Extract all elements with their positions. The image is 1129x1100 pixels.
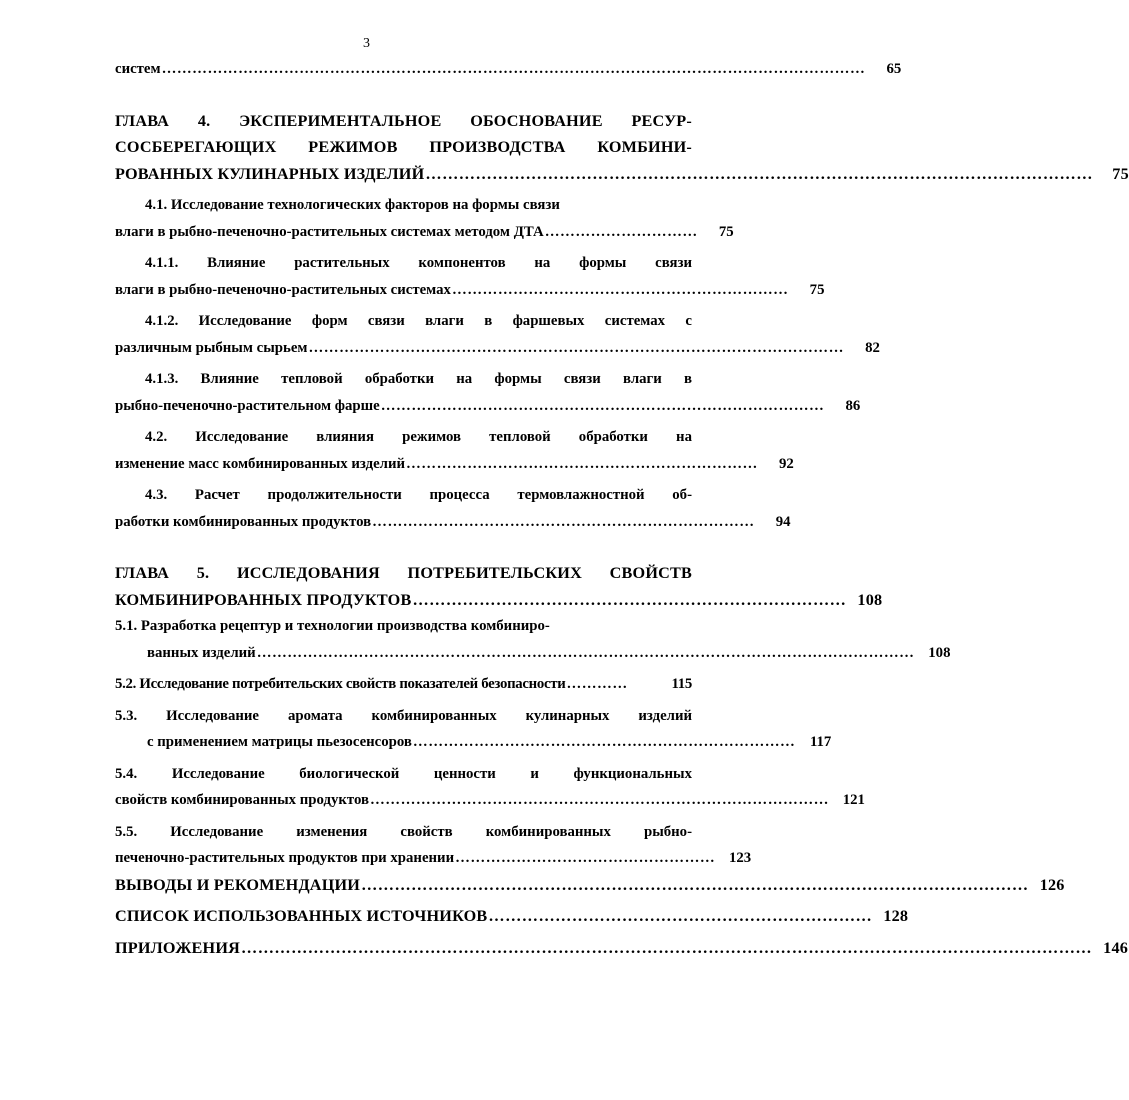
toc-entry-text: РОВАННЫХ КУЛИНАРНЫХ ИЗДЕЛИЙ (115, 164, 425, 183)
leader-dots: ………………………………………………………………… (412, 734, 796, 750)
leader-dots: ………………………………………………………………………………………………………………………… (161, 61, 866, 77)
toc-entry-text: работки комбинированных продуктов (115, 513, 372, 530)
toc-entry-text: изменение масс комбинированных изделий (115, 455, 405, 472)
toc-page-number: 86 (845, 397, 861, 414)
leader-dots: ………………………………………………………………… (372, 513, 755, 530)
toc-entry-4-1-3 (115, 366, 861, 419)
toc-entry-text: ванных изделий (147, 644, 256, 661)
leader-dots: …………………………………………………………………… (412, 590, 847, 609)
toc-page-number: 75 (1112, 164, 1129, 183)
toc-entry-4-3 (115, 482, 791, 535)
toc-entry-4-1-1 (115, 250, 825, 303)
toc-entry-text: КОМБИНИРОВАННЫХ ПРОДУКТОВ (115, 590, 412, 609)
toc-entry-4-1-2 (115, 308, 880, 361)
toc-entry-text: 4.1.3. Влияние тепловой обработки на формы связи влаги в (145, 371, 692, 387)
toc-entry-text: 5.2. Исследование потребительских свойств показателей безопасности (115, 676, 566, 692)
toc-entry-text: ПРИЛОЖЕНИЯ (115, 938, 240, 957)
toc-entry-appendices (115, 935, 1129, 962)
leader-dots: …………………………………………………………… (406, 455, 758, 472)
toc-entry-text: различным рыбным сырьем (115, 339, 308, 356)
toc-entry-text: 4.1.2. Исследование форм связи влаги в фаршевых системах с (145, 313, 692, 329)
toc-entry-text: влаги в рыбно-печеночно-растительных системах (115, 281, 451, 298)
toc-entry-4-1 (115, 192, 734, 245)
leader-dots: …………………………………………… (455, 850, 716, 866)
toc-entry-text: СОСБЕРЕГАЮЩИХ РЕЖИМОВ ПРОИЗВОДСТВА КОМБИНИ- (115, 138, 692, 156)
toc-entry-5-4 (115, 761, 865, 814)
toc-entry-text: 5.3. Исследование аромата комбинированных кулинарных изделий (115, 707, 692, 724)
toc-entry-text: влаги в рыбно-печеночно-растительных системах методом ДТА (115, 223, 544, 240)
toc-page-number: 121 (842, 792, 865, 808)
toc-entry-text: 5.5. Исследование изменения свойств комбинированных рыбно- (115, 823, 692, 840)
toc-entry-5-2 (115, 671, 692, 698)
leader-dots: ………………………………………………………………………………………………………… (425, 164, 1093, 183)
toc-page-number: 123 (728, 850, 752, 866)
toc-entry-5-3 (115, 703, 832, 756)
toc-entry-text: свойств комбинированных продуктов (115, 792, 369, 808)
toc-entry-conclusions (115, 872, 1065, 899)
toc-entry-text: ВЫВОДЫ И РЕКОМЕНДАЦИИ (115, 875, 361, 894)
leader-dots: ………………………… (544, 223, 698, 240)
toc-entry-text: ГЛАВА 4. ЭКСПЕРИМЕНТАЛЬНОЕ ОБОСНОВАНИЕ РЕСУР- (115, 111, 692, 130)
toc-entry-text: 5.1. Разработка рецептур и технологии производства комбиниро- (115, 618, 550, 634)
toc-entry-text: 4.1. Исследование технологических факторов на формы связи (145, 197, 560, 213)
toc-page-number: 117 (809, 734, 832, 750)
leader-dots: …………………………………………………………………………… (380, 397, 825, 414)
toc-page-number: 115 (671, 676, 692, 692)
toc-entry-chapter-5 (115, 560, 883, 613)
toc-entry-5-1 (115, 613, 951, 666)
table-of-contents (115, 56, 1129, 961)
toc-entry-text: рыбно-печеночно-растительном фарше (115, 397, 380, 414)
toc-entry-text: с применением матрицы пьезосенсоров (147, 734, 412, 750)
toc-entry-5-5 (115, 819, 752, 872)
toc-entry-text: систем (115, 61, 161, 77)
toc-page-number: 94 (775, 513, 791, 530)
toc-page-number: 146 (1103, 938, 1129, 957)
toc-entry-text: 4.3. Расчет продолжительности процесса термовлажностной об- (145, 487, 692, 503)
leader-dots: ……………………………………………………………………………… (370, 792, 829, 808)
toc-entry-text: печеночно-растительных продуктов при хранении (115, 850, 455, 866)
toc-entry-text: 4.1.1. Влияние растительных компонентов на формы связи (145, 255, 692, 271)
leader-dots: ………………………………………………………………………………………………………… (361, 875, 1029, 894)
leader-dots: ………… (566, 676, 628, 692)
toc-page-number: 82 (865, 339, 880, 356)
toc-page-number: 92 (779, 455, 794, 472)
toc-page-number: 108 (928, 644, 951, 661)
leader-dots: …………………………………………………………… (488, 907, 873, 925)
toc-page-number: 75 (809, 281, 825, 298)
toc-page-number: 108 (857, 590, 883, 609)
toc-entry-text: 5.4. Исследование биологической ценности и функциональных (115, 765, 692, 782)
toc-entry-chapter-4 (115, 108, 1129, 188)
toc-entry-text: ГЛАВА 5. ИССЛЕДОВАНИЯ ПОТРЕБИТЕЛЬСКИХ СВОЙСТВ (115, 564, 692, 582)
toc-page-number: 75 (718, 223, 734, 240)
leader-dots: ………………………………………………………… (451, 281, 789, 298)
leader-dots: ………………………………………………………………………………………………………………… (256, 644, 915, 661)
toc-entry-references (115, 903, 909, 930)
page-number: 3 (363, 36, 370, 51)
toc-page-number: 128 (883, 907, 909, 925)
toc-page-number: 126 (1039, 875, 1065, 894)
toc-entry-text: СПИСОК ИСПОЛЬЗОВАННЫХ ИСТОЧНИКОВ (115, 907, 488, 925)
toc-page-number: 65 (886, 61, 902, 77)
leader-dots: ……………………………………………………………………………………………………………………………………… (241, 938, 1093, 957)
toc-entry-systems (115, 56, 902, 83)
leader-dots: …………………………………………………………………………………………… (308, 339, 844, 356)
toc-entry-text: 4.2. Исследование влияния режимов тепловой обработки на (145, 429, 692, 445)
toc-entry-4-2 (115, 424, 794, 477)
